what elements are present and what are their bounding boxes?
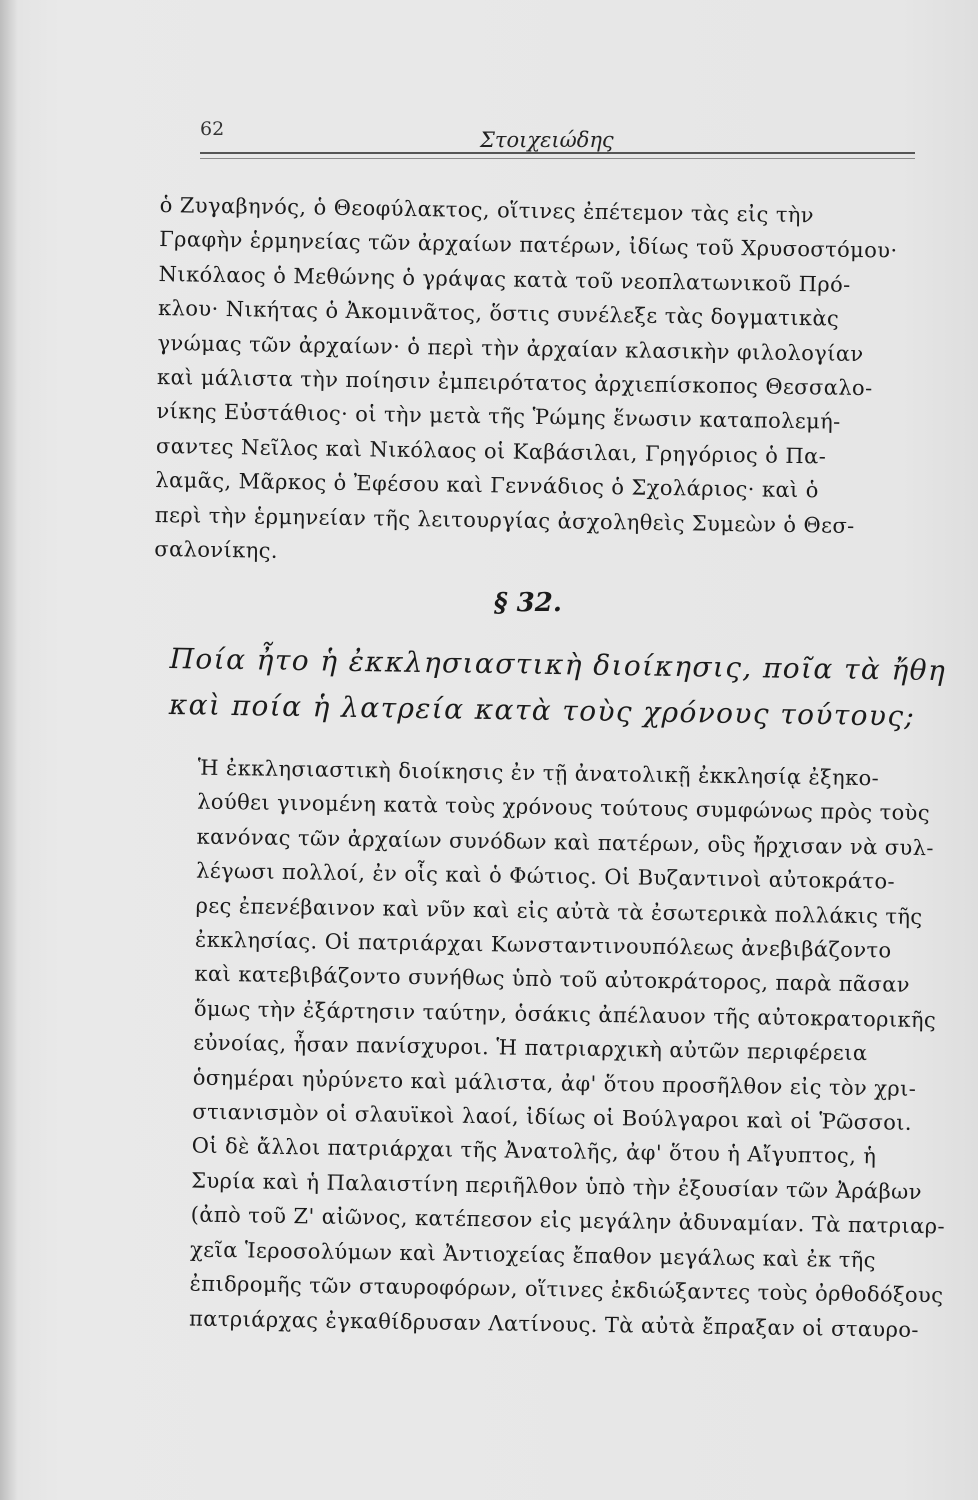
text-line: (ἀπὸ τοῦ Ζ' αἰῶνος, κατέπεσον εἰς μεγάλην ἀδυναμίαν. Τὰ πατριαρ- xyxy=(190,1202,946,1239)
text-line: καὶ μάλιστα τὴν ποίησιν ἐμπειρότατος ἀρχιεπίσκοπος Θεσσαλο- xyxy=(156,365,873,401)
text-line: Ἡ ἐκκλησιαστικὴ διοίκησις ἐν τῇ ἀνατολικῇ ἐκκλησίᾳ ἐξηκο- xyxy=(197,755,880,791)
text-line: ὁσημέραι ηὐρύνετο καὶ μάλιστα, ἀφ' ὅτου προσῆλθον εἰς τὸν χρι- xyxy=(192,1065,917,1101)
text-line: χεῖα Ἱεροσολύμων καὶ Ἀντιοχείας ἔπαθον μεγάλως καὶ ἐκ τῆς xyxy=(189,1237,877,1272)
text-line: εὐνοίας, ἦσαν πανίσχυροι. Ἡ πατριαρχικὴ αὐτῶν περιφέρεια xyxy=(193,1030,868,1066)
text-line: Νικόλαος ὁ Μεθώνης ὁ γράψας κατὰ τοῦ νεοπλατωνικοῦ Πρό- xyxy=(158,261,851,297)
text-line: στιανισμὸν οἱ σλαυϊκοὶ λαοί, ἰδίως οἱ Βούλγαροι καὶ οἱ Ῥῶσσοι. xyxy=(192,1099,913,1135)
text-line: γνώμας τῶν ἀρχαίων· ὁ περὶ τὴν ἀρχαίαν κλασικὴν φιλολογίαν xyxy=(157,330,864,366)
text-line: ρες ἐπενέβαινον καὶ νῦν καὶ εἰς αὐτὰ τὰ ἐσωτερικὰ πολλάκις τῆς xyxy=(195,893,923,929)
header-rule-thin xyxy=(200,158,915,159)
text-line: ὅμως τὴν ἐξάρτησιν ταύτην, ὁσάκις ἀπέλαυον τῆς αὐτοκρατορικῆς xyxy=(193,996,937,1033)
text-line: κανόνας τῶν ἀρχαίων συνόδων καὶ πατέρων, οὓς ἤρχισαν νὰ συλ- xyxy=(196,824,935,860)
text-line: Οἱ δὲ ἄλλοι πατριάρχαι τῆς Ἀνατολῆς, ἀφ' ὅτου ἡ Αἴγυπτος, ἡ xyxy=(191,1134,877,1169)
text-line: καὶ κατεβιβάζοντο συνήθως ὑπὸ τοῦ αὐτοκράτορος, παρὰ πᾶσαν xyxy=(194,962,911,998)
text-line: Γραφὴν ἑρμηνείας τῶν ἀρχαίων πατέρων, ἰδίως τοῦ Χρυσοστόμου· xyxy=(159,227,898,263)
page-number: 62 xyxy=(200,118,225,140)
text-line: ὁ Ζυγαβηνός, ὁ Θεοφύλακτος, οἵτινες ἐπέτεμον τὰς εἰς τὴν xyxy=(159,192,815,228)
section-heading xyxy=(168,636,947,740)
header-rule xyxy=(200,152,915,154)
text-line: Συρία καὶ ἡ Παλαιστίνη περιῆλθον ὑπὸ τὴν ἐξουσίαν τῶν Ἀράβων xyxy=(191,1168,923,1204)
text-line: ἐκκλησίας. Οἱ πατριάρχαι Κωνσταντινουπόλεως ἀνεβιβάζοντο xyxy=(194,927,892,963)
text-line: πατριάρχας ἐγκαθίδρυσαν Λατίνους. Τὰ αὐτὰ ἔπραξαν οἱ σταυρο- xyxy=(188,1306,920,1342)
text-line: λούθει γινομένη κατὰ τοὺς χρόνους τούτους συμφώνως πρὸς τοὺς xyxy=(196,789,931,826)
paragraph-1 xyxy=(154,188,900,578)
section-number: § 32. xyxy=(494,588,562,618)
text-line: λαμᾶς, Μᾶρκος ὁ Ἐφέσου καὶ Γεννάδιος ὁ Σχολάριος· καὶ ὁ xyxy=(155,468,819,503)
section-heading-line: καὶ ποία ἡ λατρεία κατὰ τοὺς χρόνους τούτους; xyxy=(168,687,916,733)
text-line: σαντες Νεῖλος καὶ Νικόλαος οἱ Καβάσιλαι, Γρηγόριος ὁ Πα- xyxy=(155,433,827,469)
paragraph-2 xyxy=(151,750,946,1346)
running-title: Στοιχειώδης xyxy=(480,128,614,152)
text-line: νίκης Εὐστάθιος· οἱ τὴν μετὰ τῆς Ῥώμης ἕνωσιν καταπολεμή- xyxy=(156,399,841,435)
text-line: περὶ τὴν ἑρμηνείαν τῆς λειτουργίας ἀσχοληθεὶς Συμεὼν ὁ Θεσ- xyxy=(154,502,855,538)
text-line: ἐπιδρομῆς τῶν σταυροφόρων, οἵτινες ἐκδιώξαντες τοὺς ὀρθοδόξους xyxy=(189,1271,944,1308)
text-line: σαλονίκης. xyxy=(154,537,279,563)
text-line: κλου· Νικήτας ὁ Ἀκομινᾶτος, ὅστις συνέλεξε τὰς δογματικὰς xyxy=(157,296,840,331)
text-line: λέγωσι πολλοί, ἐν οἷς καὶ ὁ Φώτιος. Οἱ Βυζαντινοὶ αὐτοκράτο- xyxy=(195,858,896,894)
section-heading-line: Ποία ἦτο ἡ ἐκκλησιαστικὴ διοίκησις, ποῖα τὰ ἤθη xyxy=(169,641,947,688)
